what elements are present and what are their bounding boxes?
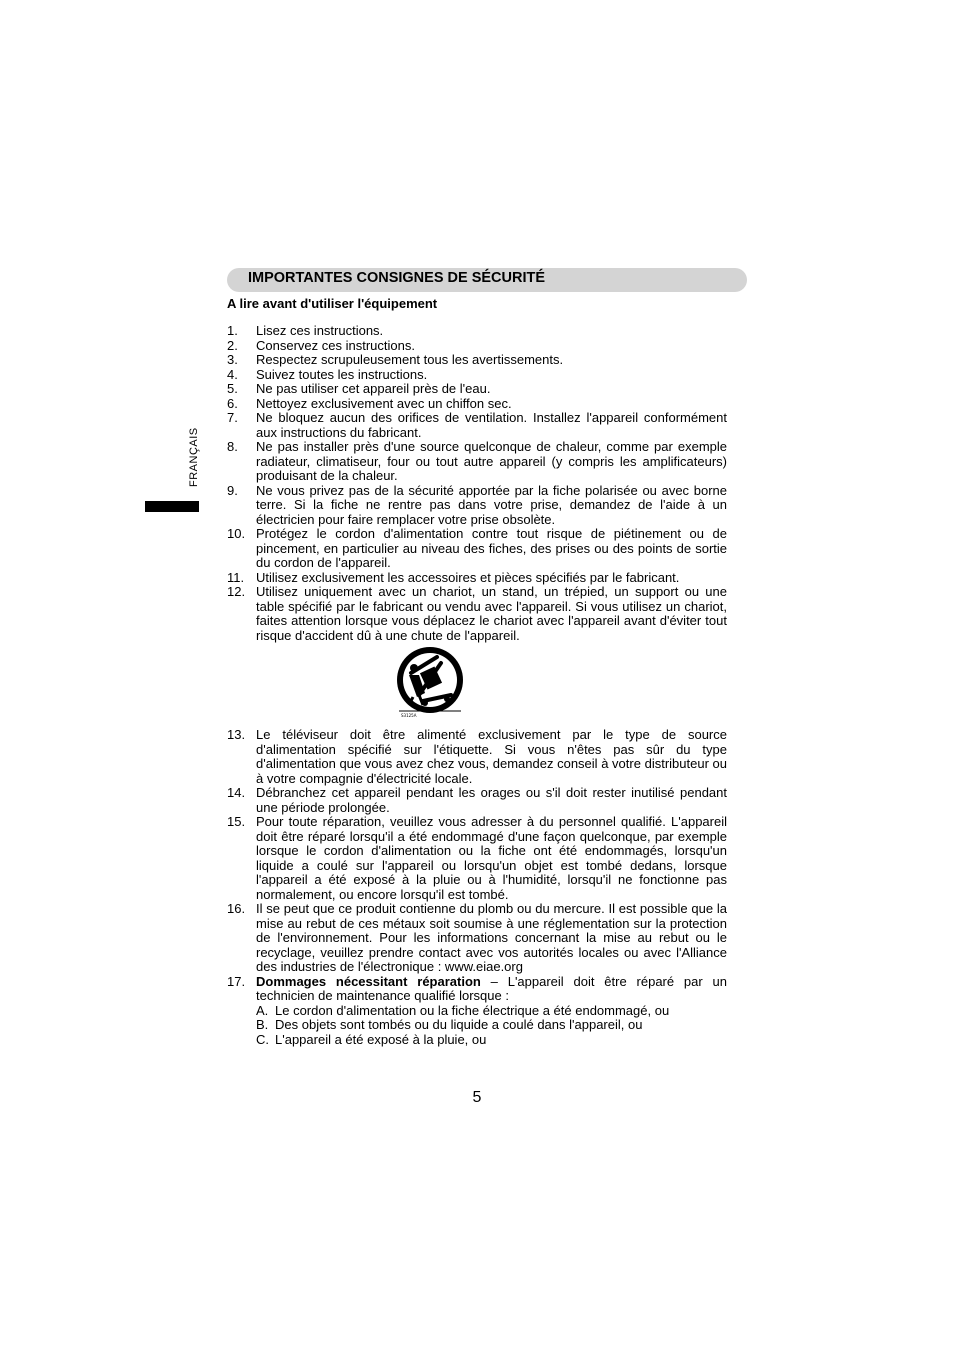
language-side-label: FRANÇAIS	[188, 427, 200, 487]
list-item: 11. Utilisez exclusivement les accessoires et pièces spécifiés par le fabricant.	[227, 569, 680, 585]
sub-item: C. L'appareil a été exposé à la pluie, ou	[256, 1031, 487, 1047]
list-item: 17. Dommages nécessitant réparation – L'appareil doit être réparé par un technicien de maintenance qualifié lorsque : A. Le cordon d'alimentation ou la fiche électrique a été endommagé, ou B. Des objets sont tombés ou du liquide a coulé dans l'appareil, ou C. L'appareil a été exposé à la pluie, ou	[227, 973, 728, 1047]
list-item: 5. Ne pas utiliser cet appareil près de l'eau.	[227, 381, 491, 396]
sub-item: A. Le cordon d'alimentation ou la fiche électrique a été endommagé, ou	[256, 1002, 670, 1018]
list-item: 2. Conservez ces instructions.	[227, 337, 415, 353]
list-item: 4. Suivez toutes les instructions.	[227, 366, 428, 382]
safety-list-part-1	[227, 324, 727, 643]
list-item: 8. Ne pas installer près d'une source quelconque de chaleur, comme par exemple radiateur, climatiseur, four ou tout autre appareil (y compris les amplificateurs) produisant de la chaleur.	[227, 439, 727, 483]
list-item: 15. Pour toute réparation, veuillez vous adresser à du personnel qualifié. L'appareil doit être réparé lorsqu'il a été endommagé d'une façon quelconque, par exemple lorsque le cordon d'alimentation ou la fiche ont été endommagés, lorsqu'un liquide a coulé sur l'appareil ou lorsqu'un objet est tombé dedans, lorsque l'appareil a été exposé à la pluie ou à l'humidité, lorsqu'il ne fonctionne pas normalement, ou encore lorsqu'il est tombé.	[227, 814, 727, 902]
section-header-bar	[227, 268, 747, 292]
section-title: IMPORTANTES CONSIGNES DE SÉCURITÉ	[248, 270, 546, 286]
list-item: 6. Nettoyez exclusivement avec un chiffon sec.	[227, 395, 512, 411]
list-item: 1. Lisez ces instructions.	[227, 323, 384, 338]
list-item: 3. Respectez scrupuleusement tous les avertissements.	[227, 352, 564, 367]
list-item: 10. Protégez le cordon d'alimentation contre tout risque de piétinement ou de pincement, en particulier au niveau des fiches, des prises ou des points de sortie du cordon de l'appareil.	[227, 526, 727, 570]
safety-list-part-2	[227, 728, 727, 1047]
sub-item: B. Des objets sont tombés ou du liquide a coulé dans l'appareil, ou	[256, 1017, 643, 1032]
page-number: 5	[472, 1089, 482, 1106]
list-item: 16. Il se peut que ce produit contienne du plomb ou du mercure. Il est possible que la mise au rebut de ces métaux soit soumise à une réglementation sur la protection de l'environnement. Pour les informations concernant la mise au rebut ou le recyclage, veuillez prendre contact avec vos autorités locales ou avec l'Alliance des industries de l'électronique : www.eiae.org	[227, 901, 727, 974]
subtitle: A lire avant d'utiliser l'équipement	[227, 296, 438, 311]
list-item: 12. Utilisez uniquement avec un chariot, un stand, un trépied, un support ou une table spécifié par le fabricant ou vendu avec l'appareil. Si vous utilisez un chariot, faites attention lorsque vous déplacez le chariot avec l'appareil avant d'éviter tout risque d'accident dû à une chute de l'appareil.	[227, 584, 727, 643]
cart-warning-icon	[395, 645, 465, 720]
item17-bold-heading: Dommages nécessitant réparation	[256, 973, 481, 989]
list-item: 7. Ne bloquez aucun des orifices de ventilation. Installez l'appareil conformément aux instructions du fabricant.	[227, 410, 727, 440]
list-item: 9. Ne vous privez pas de la sécurité apportée par la fiche polarisée ou avec borne terre. Si la fiche ne rentre pas dans votre prise, demandez de l'aide à un électricien pour faire remplacer votre prise obsolète.	[227, 482, 727, 527]
list-item: 13. Le téléviseur doit être alimenté exclusivement par le type de source d'alimentation spécifié sur l'étiquette. Si vous n'êtes pas sûr du type d'alimentation que vous avez chez vous, demandez conseil à votre distributeur ou à votre compagnie d'électricité locale.	[227, 727, 727, 786]
cart-icon-code: S3125A	[401, 713, 417, 718]
language-tab-marker	[145, 501, 199, 512]
list-item: 14. Débranchez cet appareil pendant les orages ou s'il doit rester inutilisé pendant une période prolongée.	[227, 785, 727, 815]
